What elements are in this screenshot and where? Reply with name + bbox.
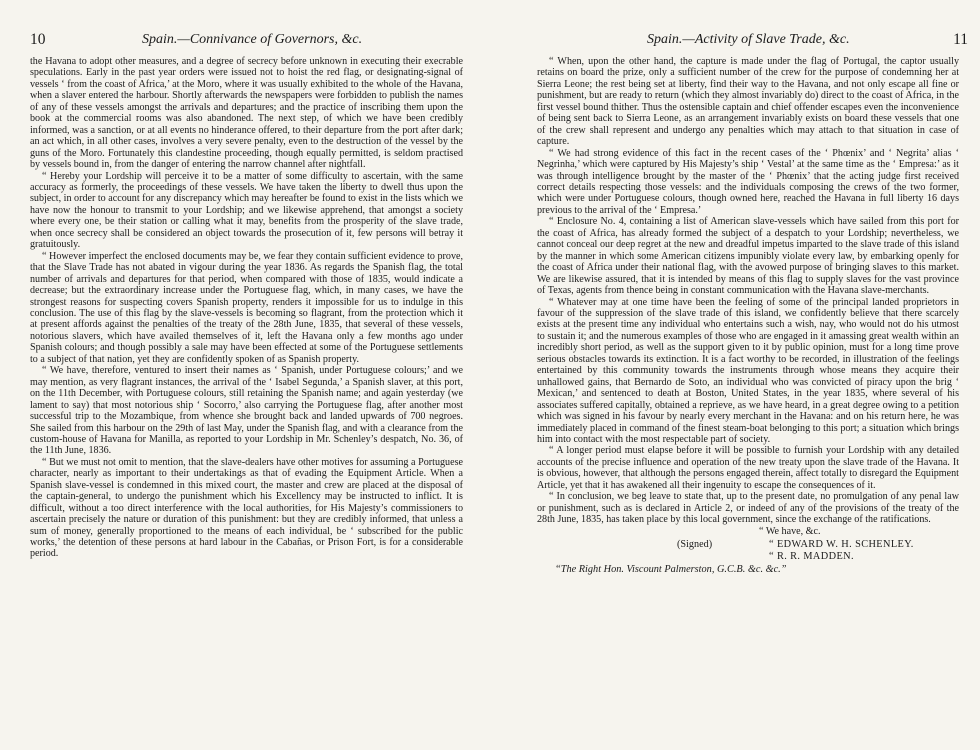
signed-label: (Signed) (677, 539, 713, 551)
paragraph: “ When, upon the other hand, the capture is made under the flag of Portugal, the captor usually retains on board the prize, only a sufficient number of the crew for the purpose of condemning her at Sierra Leone; the rest being set at liberty, find their way to the Havana, and not only escape all fine or punishment, but are ready to return (which they almost invariably do) direct to the coast of Africa, in the first vessel bound thither. Thus the ostensible captain and chief offender escapes even the inconvenience of being sent back to Sierra Leone, as an arrangement invariably exists on board these vessels that one of the crew shall represent and undergo any penalties which may attach to that situation in case of capture. (537, 56, 959, 148)
left-running-title: Spain.—Connivance of Governors, &c. (142, 32, 363, 47)
paragraph: “ Hereby your Lordship will perceive it to be a matter of some difficulty to ascertain, with the same accuracy as formerly, the proceedings of these vessels. We have taken the liberty to dwell thus upon the subject, in order to account for any discrepancy which may hereafter be found to exist in the lists which we have now the honour to transmit to your Lordship; and we likewise apprehend, that amongst a society where every one, be their station or calling what it may, benefits from the prosperity of the slave trade, when once secrecy shall be considered an object towards the prosecution of it, few persons will betray it gratuitously. (30, 170, 463, 251)
signatory-schenley: “ EDWARD W. H. SCHENLEY. (769, 539, 914, 551)
left-running-head (30, 30, 480, 50)
paragraph: “ A longer period must elapse before it will be possible to furnish your Lordship with any detailed accounts of the precise influence and operation of the new treaty upon the slave trade of the Havana. It is obvious, however, that although the persons engaged therein, affect totally to disregard the Equipment Article, yet that it has awakened all their ingenuity to escape the consequences of it. (537, 445, 959, 491)
right-page-number: 11 (953, 31, 968, 48)
right-page (490, 0, 980, 750)
paragraph: “ Enclosure No. 4, containing a list of American slave-vessels which have sailed from this port for the coast of Africa, has already formed the subject of a despatch to your Lordship; nevertheless, we cannot conceal our deep regret at the new and dreadful impetus imparted to the slave trade of this island by the manner in which some American citizens impunibly violate every law, by embarking openly for the coast of Africa under their national flag, with the avowed purpose of bringing slaves to this market. We are likewise assured, that it is intended by means of this flag to supply slaves for the vast province of Texas, agents from thence being in constant communication with the Havana slave-merchants. (537, 216, 959, 297)
paragraph: the Havana to adopt other measures, and a degree of secrecy before unknown in executing their execrable speculations. Early in the past year orders were issued not to hoist the red flag, or designating-signal of vessels ‘ from the coast of Africa,’ at the Moro, where it was usually exhibited to the whole of the Havana, when a slaver entered the harbour. Shortly afterwards the newspapers were forbidden to publish the names of any of these vessels amongst the arrivals and departures; and the practice of inscribing them upon the book at the commercial rooms was also abandoned. The next step, of which we have been credibly informed, was a sanction, or at all events no hinderance offered, to their departure from the port after dark; an act which, in all other cases, involves a very severe penalty, even to the destruction of the vessel by the guns of the Moro. Fortunately this clandestine proceeding, though equally permitted, is seldom practised by vessels bound in, from the danger of entering the narrow channel after nightfall. (30, 56, 463, 171)
paragraph: “ However imperfect the enclosed documents may be, we fear they contain sufficient evidence to prove, that the Slave Trade has not abated in vigour during the year 1836. As regards the Spanish flag, the total number of arrivals and departures for that period, when compared with those of 1835, would indicate a decrease; but the extraordinary increase under the Portuguese flag, which, in many cases, we have the strongest reasons for suspecting covers Spanish property, renders it impossible for us to indulge in this conclusion. The use of this flag by the slave-vessels is becoming so flagrant, from the protection which it at present affords against the penalties of the treaty of the 28th June, 1835, that several of these vessels, notorious slavers, which have availed themselves of it, left the Havana only a few months ago under Spanish colours; and though possibly a sale may have been effected at some of the Portuguese settlements to a subject of that nation, yet they are confidently spoken of as Spanish property. (30, 250, 463, 365)
paragraph: “ We have, therefore, ventured to insert their names as ‘ Spanish, under Portuguese colours;’ and we may mention, as very flagrant instances, the arrival of the ‘ Isabel Segunda,’ a Spanish slaver, at this port, on the 11th December, with Portuguese colours, still retaining the Spanish name; and again yesterday (we lament to say) that most notorious ship ‘ Socorro,’ also carrying the Portuguese flag, after another most successful trip to the Mozambique, from whence she brought back and landed upwards of 700 negroes. She sailed from this harbour on the 29th of last May, under the Spanish flag, and with a clearance from the custom-house of Havana for Manilla, as reported to your Lordship in Mr. Schenley’s despatch, No. 36, of the 11th June, 1836. (30, 365, 463, 457)
closing-line: “ We have, &c. (759, 525, 821, 537)
left-page-number: 10 (30, 31, 46, 48)
paragraph: “ In conclusion, we beg leave to state that, up to the present date, no promulgation of any penal law or punishment, such as is declared in Article 2, or indeed of any of the provisions of the treaty of the 28th June, 1835, has taken place by this local government, since the exchange of the ratifications. (537, 491, 959, 526)
left-body-text (30, 56, 463, 560)
right-running-head (537, 30, 968, 50)
right-running-title: Spain.—Activity of Slave Trade, &c. (647, 32, 850, 47)
addressee: “The Right Hon. Viscount Palmerston, G.C.B. &c. &c.” (555, 564, 787, 576)
paragraph: “ Whatever may at one time have been the feeling of some of the principal landed proprietors in favour of the suppression of the slave trade of this island, we confidently believe that there scarcely exists at the present time any individual who entertains such a wish, nay, who would not do his utmost to sustain it; and the numerous examples of those who are engaged in it amassing great wealth within an incredibly short period, as well as the support given to it by public opinion, must for a long time prove serious obstacles towards its extinction. It is a fact worthy to be recorded, in illustration of the feelings entertained by this community towards the instruments through whose means they acquire their unhallowed gains, that Bernardo de Soto, an individual who was convicted of piracy upon the brig ‘ Mexican,’ and sentenced to death at Boston, United States, in the year 1835, where several of his associates suffered capitally, obtained a reprieve, as we have heard, in a great degree owing to a petition which was signed in his favour by nearly every merchant in the Havana: and on his return here, he was immediately placed in command of the finest steam-boat belonging to this port; a situation which brings him into contact with the most respectable part of society. (537, 296, 959, 445)
signatory-madden: “ R. R. MADDEN. (769, 551, 854, 563)
paragraph: “ But we must not omit to mention, that the slave-dealers have other motives for assuming a Portuguese character, nearly as important to their undertakings as that of evading the Equipment Article. When a Spanish slave-vessel is condemned in this mixed court, the master and crew are placed at the disposal of the captain-general, to undergo the punishment which his Excellency may be instructed to inflict. It is difficult, without a too direct interference with the local authorities, for His Majesty’s commissioners to ascertain precisely the nature or duration of this punishment: but they are credibly informed, that unless a sum of money, generally proportioned to the means of each individual, be ‘ subscribed for the public works,’ the detention of these persons at hard labour in the Cabañas, or Prison Fort, is for a considerable period. (30, 456, 463, 560)
paragraph: “ We had strong evidence of this fact in the recent cases of the ‘ Phœnix’ and ‘ Negrita’ alias ‘ Negrinha,’ which were captured by His Majesty’s ship ‘ Vestal’ at the same time as the ‘ Empresa:’ as it was through intelligence brought by the master of the ‘ Phœnix’ that the acting judge first received correct details respecting those vessels: and the individuals composing the crews of the two former, which were under Portuguese colours, though owned here, reached the Havana in full liberty 16 days previous to the arrival of the ‘ Empresa.’ (537, 147, 959, 216)
signature-block (537, 539, 959, 587)
right-body-text (537, 56, 959, 587)
